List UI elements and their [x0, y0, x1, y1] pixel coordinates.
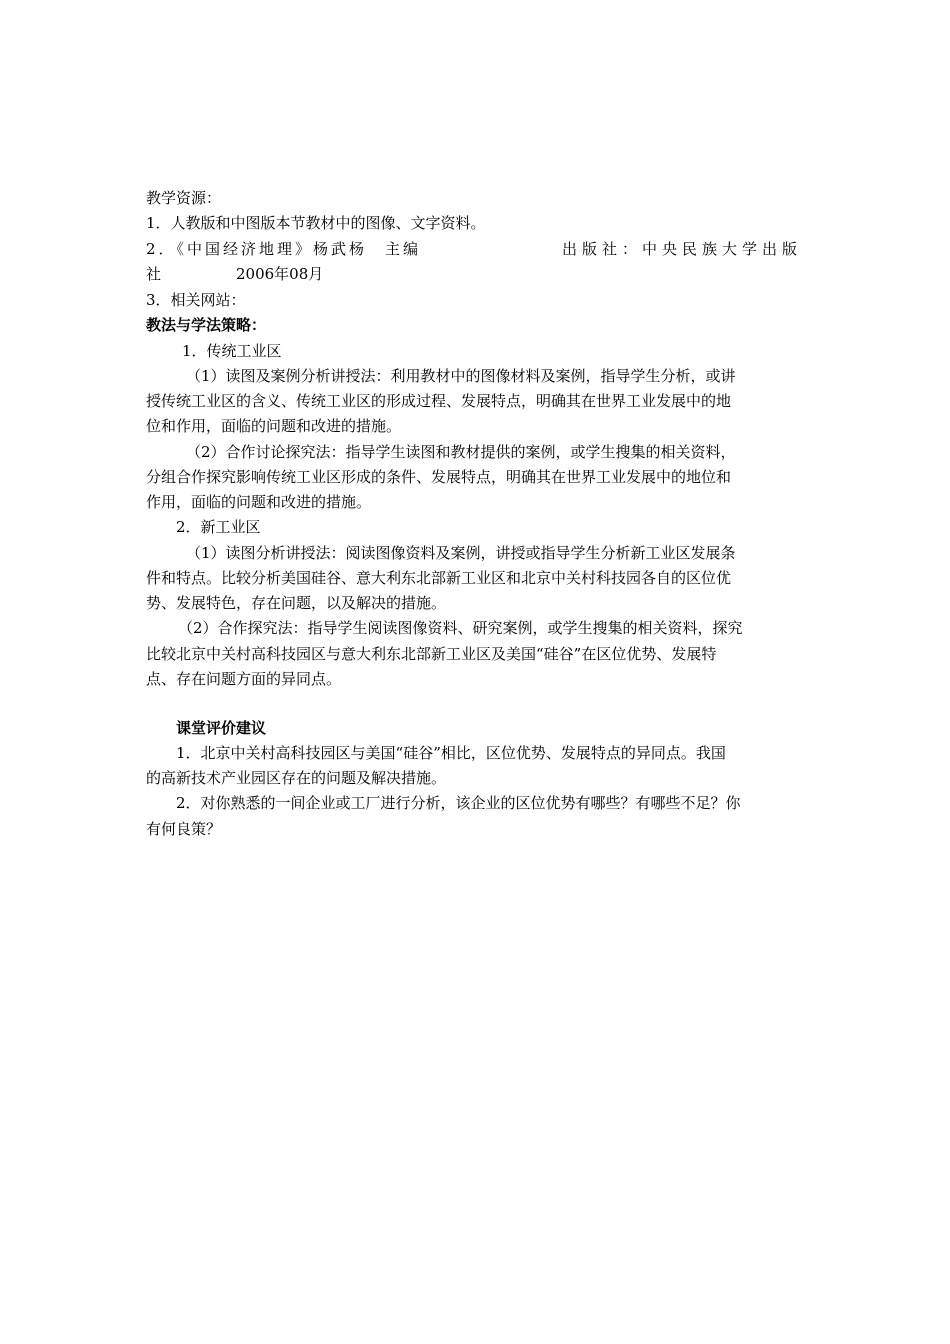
resource-item-2-publisher: 出版社：中央民族大学出版 [562, 240, 803, 258]
strategy-s1-p1-line: （1）读图及案例分析讲授法：利用教材中的图像材料及案例，指导学生分析，或讲 [186, 367, 736, 385]
strategy-section-2-title: 2．新工业区 [176, 518, 261, 536]
strategy-s2-p1-line: 件和特点。比较分析美国硅谷、意大利东北部新工业区和北京中关村科技园各自的区位优 [146, 569, 732, 587]
strategy-s1-p2-line: （2）合作讨论探究法：指导学生读图和教材提供的案例，或学生搜集的相关资料， [186, 443, 736, 461]
strategy-s2-p1-line: （1）读图分析讲授法：阅读图像资料及案例，讲授或指导学生分析新工业区发展条 [186, 544, 736, 562]
strategy-s1-p1-line: 授传统工业区的含义、传统工业区的形成过程、发展特点，明确其在世界工业发展中的地 [146, 392, 732, 410]
evaluation-q1-line: 1．北京中关村高科技园区与美国“硅谷”相比，区位优势、发展特点的异同点。我国 [176, 744, 726, 762]
strategy-s1-p2-line: 作用，面临的问题和改进的措施。 [146, 493, 372, 511]
resource-item-3: 3．相关网站： [146, 291, 246, 309]
strategy-section-1-title: 1．传统工业区 [182, 342, 282, 360]
resource-item-2-date: 社 2006年08月 [146, 265, 324, 283]
strategy-s2-p1-line: 势、发展特色，存在问题，以及解决的措施。 [146, 594, 447, 612]
strategy-heading: 教法与学法策略： [146, 316, 267, 334]
evaluation-q2-line: 2．对你熟悉的一间企业或工厂进行分析，该企业的区位优势有哪些？有哪些不足？你 [176, 794, 741, 812]
evaluation-q1-line: 的高新技术产业园区存在的问题及解决措施。 [146, 769, 447, 787]
strategy-s2-p2-line: 点、存在问题方面的异同点。 [146, 670, 342, 688]
resource-item-2: 2．《中国经济地理》杨武杨 主编 [146, 240, 422, 258]
strategy-s2-p2-line: 比较北京中关村高科技园区与意大利东北部新工业区及美国“硅谷”在区位优势、发展特 [146, 645, 717, 663]
strategy-s1-p2-line: 分组合作探究影响传统工业区形成的条件、发展特点，明确其在世界工业发展中的地位和 [146, 468, 732, 486]
evaluation-q2-line: 有何良策？ [146, 820, 222, 838]
strategy-s2-p2-line: （2）合作探究法：指导学生阅读图像资料、研究案例，或学生搜集的相关资料，探究 [178, 619, 743, 637]
strategy-s1-p1-line: 位和作用，面临的问题和改进的措施。 [146, 417, 402, 435]
resource-item-1: 1．人教版和中图版本节教材中的图像、文字资料。 [146, 214, 486, 232]
resources-heading: 教学资源： [146, 189, 222, 207]
evaluation-heading: 课堂评价建议 [176, 719, 267, 737]
